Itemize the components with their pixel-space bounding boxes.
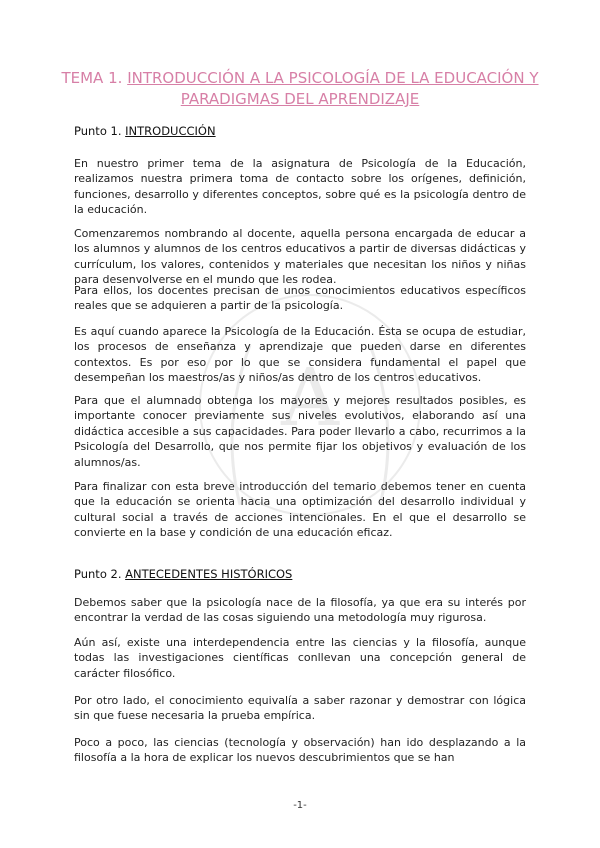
paragraph: Para que el alumnado obtenga los mayores y mejores resultados posibles, es importante conocer previamente sus niveles evolutivos, elaborando así una didáctica accesible a sus capacidades. Para poder llevarlo a cabo, recurrimos a la Psicología del Desarrollo, que nos permite fijar los objetivos y evaluación de los alumnos/as.: [74, 394, 526, 469]
page-title: [60, 68, 540, 110]
paragraph: Debemos saber que la psicología nace de la filosofía, ya que era su interés por encontrar la verdad de las cosas siguiendo una metodología muy rigurosa.: [74, 596, 526, 625]
paragraph: Poco a poco, las ciencias (tecnología y observación) han ido desplazando a la filosofía a la hora de explicar los nuevos descubrimientos que se han: [74, 736, 526, 765]
paragraph: Para finalizar con esta breve introducción del temario debemos tener en cuenta que la educación se orienta hacia una optimización del desarrollo individual y cultural social a través de acciones intencionales. En el que el desarrollo se convierte en la base y condición de una educación eficaz.: [74, 480, 526, 540]
section-heading-2: [74, 567, 292, 581]
section-prefix: Punto 2.: [74, 567, 122, 581]
paragraph: Para ellos, los docentes precisan de unos conocimientos educativos específicos reales que se adquieren a partir de la psicología.: [74, 284, 526, 313]
paragraph: Por otro lado, el conocimiento equivalía a saber razonar y demostrar con lógica sin que fuese necesaria la prueba empírica.: [74, 694, 526, 723]
page-number: -1-: [293, 800, 307, 811]
section-heading-1: [74, 124, 216, 138]
svg-text:A: A: [281, 351, 339, 444]
section-title: ANTECEDENTES HISTÓRICOS: [125, 567, 293, 581]
title-text: INTRODUCCIÓN A LA PSICOLOGÍA DE LA EDUCACIÓN Y PARADIGMAS DEL APRENDIZAJE: [127, 69, 539, 108]
section-prefix: Punto 1.: [74, 124, 122, 138]
section-title: INTRODUCCIÓN: [125, 124, 216, 138]
paragraph: En nuestro primer tema de la asignatura de Psicología de la Educación, realizamos nuestra primera toma de contacto sobre los orígenes, definición, funciones, desarrollo y diferentes conceptos, sobre qué es la psicología dentro de la educación.: [74, 157, 526, 217]
paragraph: Aún así, existe una interdependencia entre las ciencias y la filosofía, aunque todas las investigaciones científicas conllevan una concepción general de carácter filosófico.: [74, 636, 526, 680]
paragraph: Es aquí cuando aparece la Psicología de la Educación. Ésta se ocupa de estudiar, los procesos de enseñanza y aprendizaje que pueden darse en diferentes contextos. Es por eso por lo que se considera fundamental el papel que desempeñan los maestros/as y niños/as dentro de los centros educativos.: [74, 325, 526, 385]
title-prefix: TEMA 1.: [61, 69, 123, 87]
paragraph: Comenzaremos nombrando al docente, aquella persona encargada de educar a los alumnos y alumnos de los centros educativos a partir de diversas didácticas y currículum, los valores, contenidos y materiales que necesitan los niños y niñas para desenvolverse en el mundo que les rodea.: [74, 227, 526, 287]
